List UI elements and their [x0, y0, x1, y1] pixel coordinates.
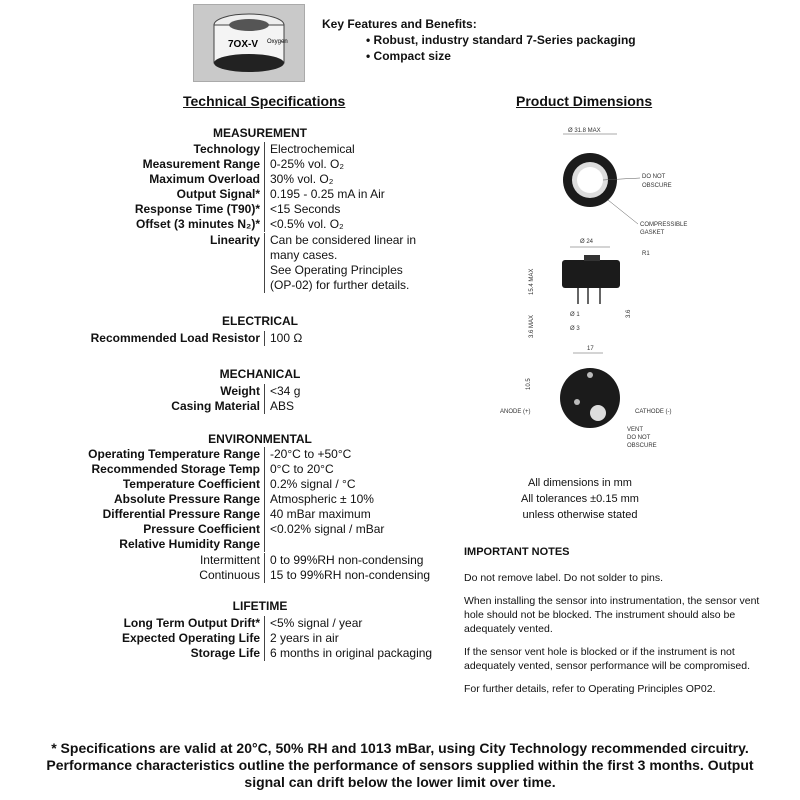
dimension-label: Ø 31.8 MAX — [568, 128, 601, 134]
spec-value: 2 years in air — [264, 631, 339, 646]
spec-value — [264, 537, 273, 552]
section-title-electrical: ELECTRICAL — [222, 314, 298, 328]
spec-label: Long Term Output Drift* — [123, 616, 260, 630]
spec-value: <5% signal / year — [264, 616, 362, 631]
section-title-environmental: ENVIRONMENTAL — [208, 432, 312, 446]
dimension-label: VENT — [627, 427, 644, 433]
spec-value: <0.02% signal / mBar — [264, 522, 384, 537]
spec-label: Absolute Pressure Range — [113, 492, 260, 506]
section-title-lifetime: LIFETIME — [232, 599, 288, 613]
dimension-label: Ø 1 — [570, 312, 580, 318]
spec-label: Relative Humidity Range — [119, 537, 260, 551]
spec-value: 0-25% vol. O₂ — [264, 157, 344, 172]
dimensions-note-line: All dimensions in mm — [528, 477, 632, 489]
spec-value: Can be considered linear in — [264, 233, 416, 248]
spec-value: Atmospheric ± 10% — [264, 492, 374, 507]
spec-label: Maximum Overload — [149, 172, 260, 186]
spec-label: Weight — [220, 384, 260, 398]
spec-value: See Operating Principles — [264, 263, 403, 278]
spec-label: Differential Pressure Range — [102, 507, 260, 521]
spec-value: 0.2% signal / °C — [264, 477, 356, 492]
note-paragraph: If the sensor vent hole is blocked or if the instrument is not adequately vented, sensor performance will be compromised. — [464, 646, 750, 672]
dimensions-note-line: All tolerances ±0.15 mm — [521, 493, 639, 505]
notes-title: IMPORTANT NOTES — [464, 546, 570, 558]
dimension-label: COMPRESSIBLE — [640, 222, 688, 228]
tech-spec-heading: Technical Specifications — [183, 93, 346, 109]
sensor-top-window — [577, 167, 603, 193]
spec-value: 15 to 99%RH non-condensing — [264, 568, 430, 583]
spec-value: 40 mBar maximum — [264, 507, 371, 522]
dimension-label: DO NOT — [642, 174, 666, 180]
dimension-label: 3.6 MAX — [529, 314, 535, 338]
dimension-label: ANODE (+) — [500, 409, 531, 415]
key-features-title: Key Features and Benefits: — [322, 17, 477, 31]
dimension-label: 3.6 — [626, 309, 632, 318]
sensor-side-view — [562, 260, 620, 288]
important-notes — [464, 545, 764, 696]
spec-label: Casing Material — [171, 399, 260, 413]
dimension-label: OBSCURE — [627, 443, 657, 449]
dimension-label: 10.5 — [526, 378, 532, 390]
spec-label: Technology — [193, 142, 260, 156]
dimension-label: 17 — [587, 346, 594, 352]
dimension-label: Ø 24 — [580, 239, 594, 245]
spec-value: 100 Ω — [264, 331, 302, 346]
note-paragraph: Do not remove label. Do not solder to pins. — [464, 572, 664, 584]
spec-value: 0°C to 20°C — [264, 462, 334, 477]
spec-value: ABS — [264, 399, 294, 414]
feature-item: • Compact size — [366, 48, 636, 64]
spec-label: Temperature Coefficient — [122, 477, 260, 491]
note-paragraph: When installing the sensor into instrumentation, the sensor vent hole should not be blocked. The instrument should also be adequately vented. — [464, 595, 760, 635]
footnote: * Specifications are valid at 20°C, 50% RH and 1013 mBar, using City Technology recommended circuitry. Performance characteristics outline the performance of sensors supplied within the first 3 months. Output signal can drift below the lower limit over time. — [46, 740, 754, 790]
spec-label: Output Signal* — [176, 187, 260, 201]
spec-label: Recommended Storage Temp — [91, 462, 260, 476]
spec-label: Continuous — [199, 568, 260, 582]
spec-value: <0.5% vol. O₂ — [264, 217, 344, 232]
dimension-label: GASKET — [640, 230, 665, 236]
section-title-measurement: MEASUREMENT — [212, 126, 307, 140]
spec-value: 0.195 - 0.25 mA in Air — [264, 187, 385, 202]
spec-label: Response Time (T90)* — [134, 202, 260, 216]
key-features — [322, 16, 636, 64]
product-dimensions-heading: Product Dimensions — [516, 93, 653, 109]
spec-label: Operating Temperature Range — [88, 447, 260, 461]
spec-value: -20°C to +50°C — [264, 447, 351, 462]
spec-value: <34 g — [264, 384, 300, 399]
spec-label: Pressure Coefficient — [143, 522, 260, 536]
product-photo — [193, 4, 305, 82]
spec-value: many cases. — [264, 248, 337, 263]
spec-value: <15 Seconds — [264, 202, 340, 217]
dimension-label: R1 — [642, 251, 650, 257]
technical-drawing — [500, 120, 730, 460]
spec-value: 30% vol. O₂ — [264, 172, 333, 187]
svg-text:7OX-V: 7OX-V — [228, 39, 259, 50]
spec-label: Offset (3 minutes N₂)* — [135, 217, 260, 231]
spec-value: (OP-02) for further details. — [264, 278, 409, 293]
feature-item: • Robust, industry standard 7-Series packaging — [366, 32, 636, 48]
note-paragraph: For further details, refer to Operating Principles OP02. — [464, 683, 716, 695]
spec-value: Electrochemical — [264, 142, 355, 157]
spec-label: Expected Operating Life — [121, 631, 260, 645]
spec-label: Intermittent — [199, 553, 260, 567]
spec-label: Storage Life — [190, 646, 260, 660]
spec-value: 6 months in original packaging — [264, 646, 432, 661]
dimension-label: Ø 3 — [570, 326, 580, 332]
spec-label: Linearity — [209, 233, 260, 247]
dimension-label: 15.4 MAX — [529, 268, 535, 295]
dimension-label: DO NOT — [627, 435, 651, 441]
sensor-image — [194, 5, 304, 81]
dimensions-note — [480, 475, 680, 523]
dimension-label: OBSCURE — [642, 183, 672, 189]
dimensions-note-line: unless otherwise stated — [522, 509, 638, 521]
spec-label: Recommended Load Resistor — [90, 331, 260, 345]
svg-text:Oxygen: Oxygen — [267, 39, 288, 45]
section-title-mechanical: MECHANICAL — [219, 367, 301, 381]
spec-value: 0 to 99%RH non-condensing — [264, 553, 423, 568]
spec-label: Measurement Range — [142, 157, 260, 171]
dimension-label: CATHODE (-) — [635, 409, 672, 415]
